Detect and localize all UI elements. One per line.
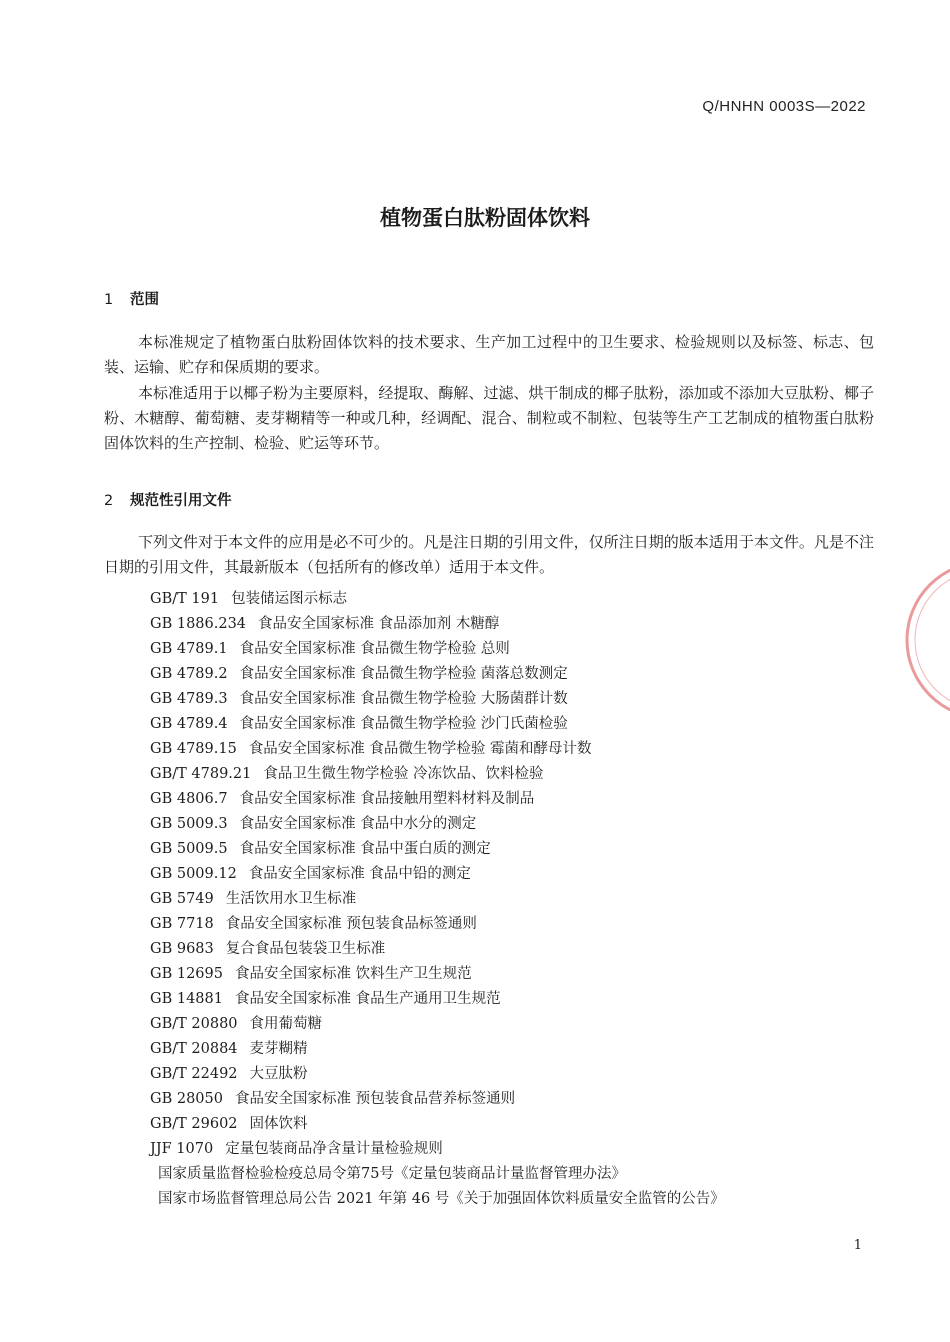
reference-item	[150, 962, 725, 987]
reference-title: 定量包装商品净含量计量检验规则	[225, 1141, 443, 1157]
reference-item	[150, 1037, 725, 1062]
reference-item	[150, 712, 725, 737]
reference-code: GB/T 191	[150, 591, 220, 607]
section-heading-references	[104, 489, 232, 510]
reference-title: 食品安全国家标准 食品添加剂 木糖醇	[258, 616, 500, 632]
reference-title: 国家市场监督管理总局公告 2021 年第 46 号《关于加强固体饮料质量安全监管的公告》	[158, 1191, 725, 1207]
reference-code: GB 12695	[150, 966, 223, 982]
reference-code: GB 14881	[150, 991, 223, 1007]
reference-title: 食品安全国家标准 食品中铅的测定	[248, 866, 471, 882]
section-title: 规范性引用文件	[130, 493, 232, 509]
section-title: 范围	[130, 292, 159, 308]
reference-title: 食品安全国家标准 食品微生物学检验 沙门氏菌检验	[239, 716, 568, 732]
reference-item	[150, 1012, 725, 1037]
reference-title: 食品安全国家标准 食品生产通用卫生规范	[234, 991, 501, 1007]
reference-item	[150, 587, 725, 612]
reference-item	[150, 637, 725, 662]
reference-item	[150, 937, 725, 962]
reference-item	[150, 687, 725, 712]
reference-code: GB 4789.1	[150, 641, 228, 657]
reference-code: GB/T 4789.21	[150, 766, 252, 782]
section-number: 1	[104, 292, 114, 308]
reference-item	[150, 837, 725, 862]
reference-item	[150, 662, 725, 687]
scope-paragraph-2: 本标准适用于以椰子粉为主要原料，经提取、酶解、过滤、烘干制成的椰子肽粉，添加或不添加大豆肽粉、椰子粉、木糖醇、葡萄糖、麦芽糊精等一种或几种，经调配、混合、制粒或不制粒、包装等生产工艺制成的植物蛋白肽粉固体饮料的生产控制、检验、贮运等环节。	[104, 384, 874, 452]
reference-title: 食用葡萄糖	[249, 1016, 323, 1032]
reference-item	[150, 812, 725, 837]
reference-code: GB 4789.2	[150, 666, 228, 682]
reference-list	[150, 587, 725, 1212]
reference-title: 食品安全国家标准 食品中水分的测定	[239, 816, 477, 832]
reference-code: GB 5009.5	[150, 841, 228, 857]
reference-code: GB/T 20880	[150, 1016, 238, 1032]
reference-title: 复合食品包装袋卫生标准	[225, 941, 386, 957]
reference-title: 食品安全国家标准 食品微生物学检验 霉菌和酵母计数	[248, 741, 592, 757]
section-heading-scope	[104, 288, 159, 309]
reference-item	[150, 987, 725, 1012]
reference-item	[150, 1137, 725, 1162]
reference-code: GB 4789.4	[150, 716, 228, 732]
reference-code: GB 5009.3	[150, 816, 228, 832]
reference-title: 食品安全国家标准 饮料生产卫生规范	[234, 966, 472, 982]
reference-code: GB 9683	[150, 941, 214, 957]
reference-item	[158, 1162, 725, 1187]
reference-title: 麦芽糊精	[249, 1041, 308, 1057]
reference-item	[150, 1062, 725, 1087]
reference-item	[150, 787, 725, 812]
reference-item	[150, 1112, 725, 1137]
reference-item	[150, 1087, 725, 1112]
reference-title: 食品安全国家标准 食品接触用塑料材料及制品	[239, 791, 535, 807]
reference-title: 食品安全国家标准 食品中蛋白质的测定	[239, 841, 491, 857]
reference-code: GB 1886.234	[150, 616, 247, 632]
reference-title: 大豆肽粉	[249, 1066, 308, 1082]
reference-item	[150, 612, 725, 637]
reference-item	[150, 862, 725, 887]
reference-title: 生活饮用水卫生标准	[225, 891, 357, 907]
document-number: Q/HNHN 0003S—2022	[702, 98, 866, 115]
reference-item	[158, 1187, 725, 1212]
reference-code: GB 4789.3	[150, 691, 228, 707]
reference-title: 食品安全国家标准 预包装食品标签通则	[225, 916, 477, 932]
reference-title: 食品安全国家标准 食品微生物学检验 总则	[239, 641, 510, 657]
reference-title: 包装储运图示标志	[231, 591, 348, 607]
reference-item	[150, 887, 725, 912]
document-title: 植物蛋白肽粉固体饮料	[380, 206, 590, 230]
reference-title: 固体饮料	[249, 1116, 308, 1132]
reference-code: GB/T 29602	[150, 1116, 238, 1132]
section-number: 2	[104, 493, 114, 509]
reference-code: GB 5749	[150, 891, 214, 907]
red-seal-stamp	[900, 530, 950, 750]
reference-title: 国家质量监督检验检疫总局令第75号《定量包装商品计量监督管理办法》	[158, 1166, 626, 1182]
scope-paragraph-1: 本标准规定了植物蛋白肽粉固体饮料的技术要求、生产加工过程中的卫生要求、检验规则以及标签、标志、包装、运输、贮存和保质期的要求。	[104, 333, 874, 376]
reference-item	[150, 912, 725, 937]
reference-code: GB/T 22492	[150, 1066, 238, 1082]
reference-item	[150, 762, 725, 787]
reference-code: GB 4806.7	[150, 791, 228, 807]
reference-code: GB/T 20884	[150, 1041, 238, 1057]
page-number: 1	[853, 1238, 862, 1253]
reference-code: GB 7718	[150, 916, 214, 932]
reference-code: JJF 1070	[150, 1141, 214, 1157]
reference-title: 食品安全国家标准 食品微生物学检验 大肠菌群计数	[239, 691, 568, 707]
reference-code: GB 4789.15	[150, 741, 237, 757]
reference-code: GB 28050	[150, 1091, 223, 1107]
references-intro: 下列文件对于本文件的应用是必不可少的。凡是注日期的引用文件，仅所注日期的版本适用于本文件。凡是不注日期的引用文件，其最新版本（包括所有的修改单）适用于本文件。	[104, 533, 874, 576]
reference-title: 食品卫生微生物学检验 冷冻饮品、饮料检验	[263, 766, 544, 782]
reference-item	[150, 737, 725, 762]
reference-code: GB 5009.12	[150, 866, 237, 882]
reference-title: 食品安全国家标准 食品微生物学检验 菌落总数测定	[239, 666, 568, 682]
reference-title: 食品安全国家标准 预包装食品营养标签通则	[234, 1091, 516, 1107]
